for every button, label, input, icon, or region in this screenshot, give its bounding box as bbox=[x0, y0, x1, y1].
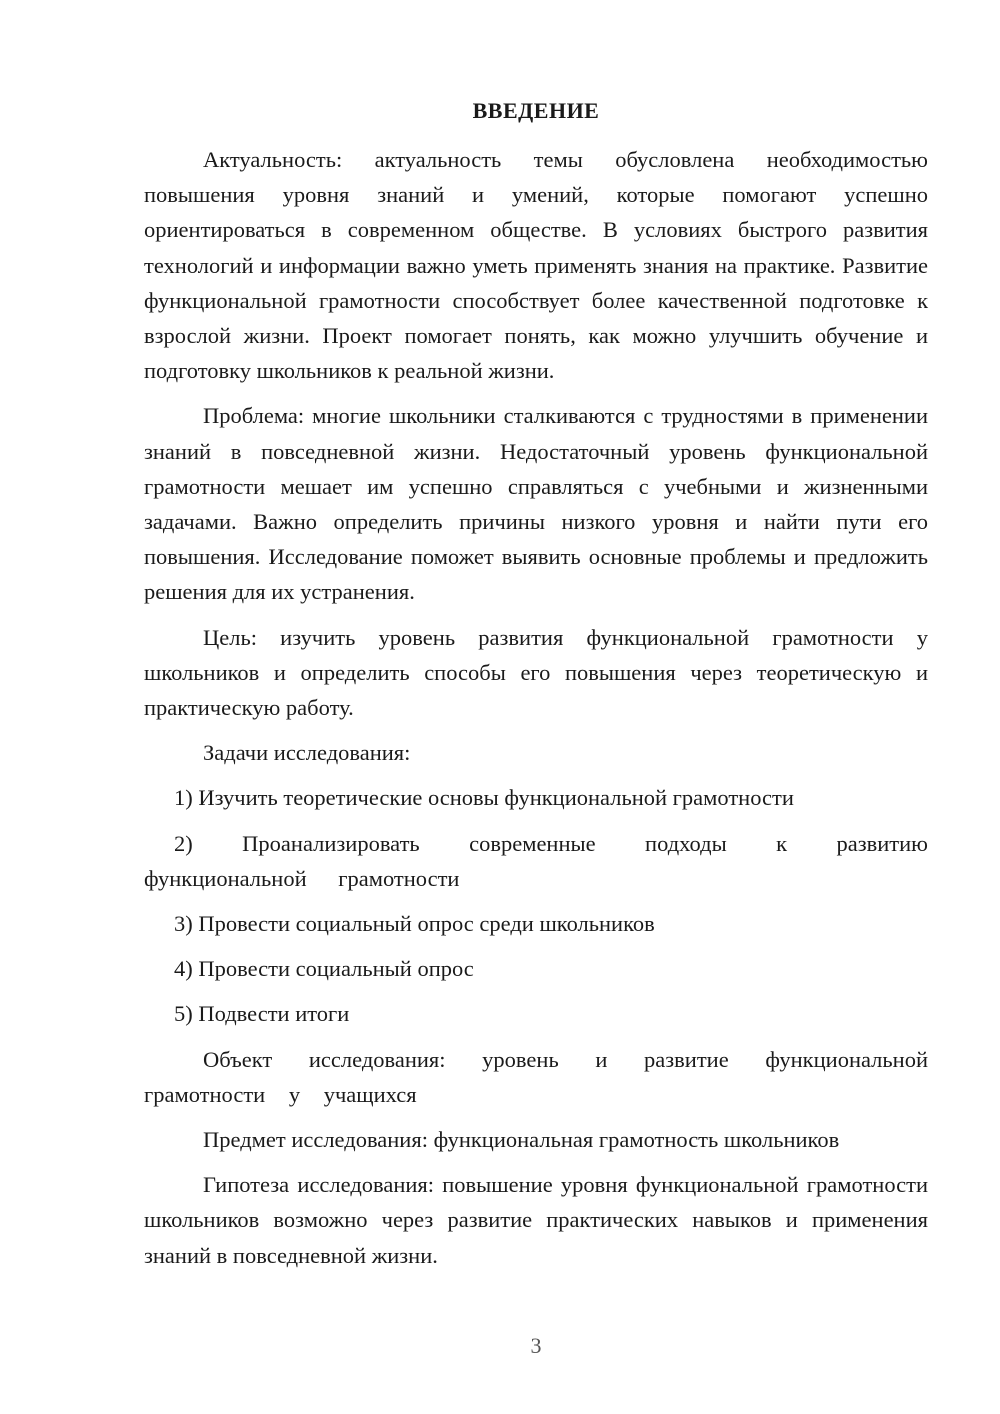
task-item-1: 1) Изучить теоретические основы функциональной грамотности bbox=[174, 785, 794, 811]
task-item-2: 2) Проанализировать современные подходы к развитию функциональной грамотности bbox=[144, 830, 928, 891]
paragraph-goal: Цель: изучить уровень развития функциональной грамотности у школьников и определить способы его повышения через теоретическую и практическую работу. bbox=[144, 624, 928, 721]
paragraph-relevance: Актуальность: актуальность темы обусловлена необходимостью повышения уровня знаний и умений, которые помогают успешно ориентироваться в современном обществе. В условиях быстрого развития технологий и информации важно уметь применять знания на практике. Развитие функциональной грамотности способствует более качественной подготовке к взрослой жизни. Проект помогает понять, как можно улучшить обучение и подготовку школьников к реальной жизни. bbox=[144, 147, 928, 384]
page-title: ВВЕДЕНИЕ bbox=[472, 98, 600, 123]
paragraph-problem: Проблема: многие школьники сталкиваются с трудностями в применении знаний в повседневной жизни. Недостаточный уровень функциональной грамотности мешает им успешно справляться с учебными и жизненными задачами. Важно определить причины низкого уровня и найти пути его повышения. Исследование поможет выявить основные проблемы и предложить решения для их устранения. bbox=[144, 403, 928, 605]
document-body bbox=[144, 142, 928, 1283]
paragraph-subject: Предмет исследования: функциональная грамотность школьников bbox=[203, 1127, 840, 1153]
tasks-heading: Задачи исследования: bbox=[203, 740, 411, 766]
paragraph-object: Объект исследования: уровень и развитие функциональной грамотности у учащихся bbox=[144, 1046, 928, 1107]
paragraph-hypothesis: Гипотеза исследования: повышение уровня функциональной грамотности школьников возможно через развитие практических навыков и применения знаний в повседневной жизни. bbox=[144, 1172, 928, 1268]
task-item-4: 4) Провести социальный опрос bbox=[174, 956, 474, 982]
task-item-5: 5) Подвести итоги bbox=[174, 1001, 350, 1027]
task-item-3: 3) Провести социальный опрос среди школьников bbox=[174, 911, 655, 937]
page-number: 3 bbox=[530, 1333, 542, 1358]
